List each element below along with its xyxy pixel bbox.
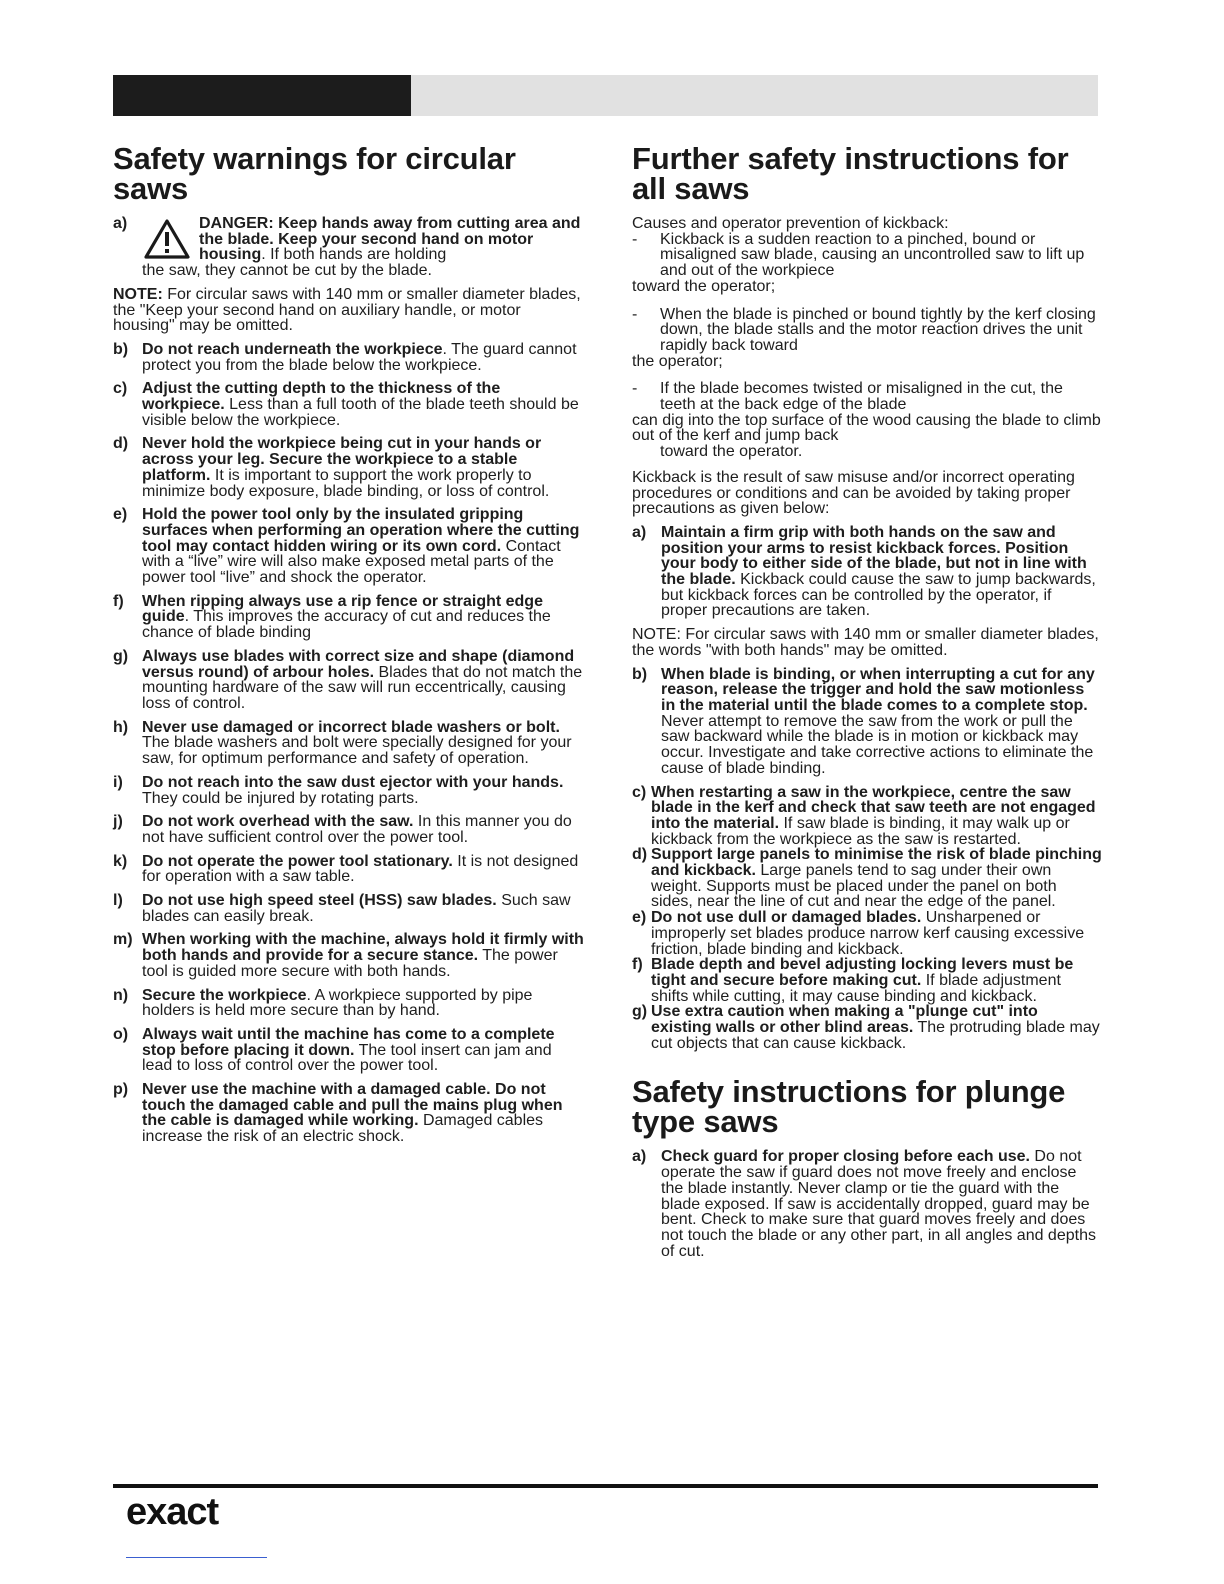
item-label: p) <box>113 1081 129 1099</box>
item-label: o) <box>113 1025 129 1043</box>
list-item <box>113 893 585 924</box>
item-bold: Always wait until the machine has come to a complete stop before placing it down. <box>142 1025 555 1059</box>
item-bold: Never use damaged or incorrect blade washers or bolt. <box>142 718 560 736</box>
item-text: Never attempt to remove the saw from the work or pull the saw backward while the blade is in motion or kickback may occur. Investigate and take corrective actions to eliminate the cause of blade binding. <box>661 712 1094 777</box>
dash-mark: - <box>632 230 638 248</box>
note-label: NOTE: <box>113 285 163 303</box>
item-label: j) <box>113 813 123 831</box>
list-item <box>113 775 585 806</box>
danger-tail: the saw, they cannot be cut by the blade. <box>142 262 432 280</box>
item-label: f) <box>632 956 643 974</box>
item-text: It is not designed for operation with a saw table. <box>142 852 579 886</box>
footer-rule <box>113 1484 1098 1488</box>
section-title-circular-saws: Safety warnings for circular saws <box>113 141 516 206</box>
dash-continuation: can dig into the top surface of the wood causing the blade to climb out of the kerf and jump back <box>632 411 1101 445</box>
dash-continuation: toward the operator; <box>632 277 776 295</box>
list-item <box>113 932 585 979</box>
item-bold: Check guard for proper closing before each use. <box>661 1148 1030 1166</box>
item-label: a) <box>113 215 128 232</box>
list-item <box>113 342 585 373</box>
item-label: d) <box>113 435 129 453</box>
item-label: b) <box>113 340 129 358</box>
warning-triangle-icon <box>143 218 191 260</box>
item-text: The tool insert can jam and lead to loss of control over the power tool. <box>142 1041 552 1075</box>
list-item <box>632 785 1102 848</box>
kickback-paragraph: Kickback is the result of saw misuse and/or incorrect operating procedures or conditions and can be avoided by taking proper precautions as given below: <box>632 468 1075 518</box>
danger-item <box>113 216 585 263</box>
item-label: k) <box>113 852 128 870</box>
header-bar-light <box>411 75 1098 116</box>
list-item <box>113 507 585 586</box>
item-label: b) <box>632 665 648 683</box>
item-label: e) <box>632 909 647 927</box>
logo-text: exact <box>126 1491 219 1532</box>
dash-text: If the blade becomes twisted or misaligned in the cut, the teeth at the back edge of the blade <box>660 380 1063 414</box>
item-text: The blade washers and bolt were specially designed for your saw, for optimum performance and safety of operation. <box>142 734 572 768</box>
list-item <box>632 1004 1102 1051</box>
item-label: e) <box>113 506 128 524</box>
item-text: Damaged cables increase the risk of an electric shock. <box>142 1112 544 1146</box>
item-text: Contact with a “live” wire will also make exposed metal parts of the power tool “live” and shock the operator. <box>142 537 561 587</box>
dash-item <box>632 381 1102 460</box>
item-label: g) <box>632 1003 648 1021</box>
item-bold: Do not work overhead with the saw. <box>142 813 414 831</box>
note-paragraph <box>113 287 585 334</box>
list-item <box>113 988 585 1019</box>
item-label: c) <box>113 380 128 398</box>
item-label: m) <box>113 931 133 949</box>
list-item <box>113 854 585 885</box>
dash-text: When the blade is pinched or bound tightly by the kerf closing down, the blade stalls and the motor reaction drives the unit rapidly back toward <box>660 305 1096 354</box>
dash-item <box>632 307 1102 370</box>
item-text: Unsharpened or improperly set blades produce narrow kerf causing excessive friction, blade binding and kickback. <box>651 909 1085 958</box>
item-bold: When ripping always use a rip fence or straight edge guide <box>142 592 543 626</box>
item-text: The protruding blade may cut objects that can cause kickback. <box>651 1019 1100 1052</box>
item-bold: Always use blades with correct size and shape (diamond versus round) of arbour holes. <box>142 647 575 681</box>
item-bold: Adjust the cutting depth to the thickness of the workpiece. <box>142 380 501 414</box>
item-text: Such saw blades can easily break. <box>142 892 571 925</box>
item-bold: Support large panels to minimise the risk of blade pinching and kickback. <box>651 846 1102 880</box>
item-bold: Do not reach underneath the workpiece <box>142 340 443 358</box>
item-text: Less than a full tooth of the blade teeth should be visible below the workpiece. <box>142 396 579 429</box>
left-column <box>113 141 585 1153</box>
kickback-intro: Causes and operator prevention of kickback: <box>632 215 949 232</box>
list-item <box>632 667 1102 777</box>
note-text: For circular saws with 140 mm or smaller diameter blades, the "Keep your second hand on auxiliary handle, or motor housing" may be omitted. <box>113 285 581 335</box>
item-bold: When blade is binding, or when interrupting a cut for any reason, release the trigger and hold the saw motionless in the material until the blade comes to a complete stop. <box>661 665 1095 714</box>
section-title-all-saws: Further safety instructions for all saws <box>632 141 1069 206</box>
item-text: They could be injured by rotating parts. <box>142 789 419 807</box>
item-bold: Do not use high speed steel (HSS) saw blades. <box>142 892 497 910</box>
danger-text: . If both hands are holding <box>261 246 447 264</box>
danger-bold: DANGER: Keep hands away from cutting area and the blade. Keep your second hand on motor housing <box>199 215 581 264</box>
header-bar-dark <box>113 75 411 116</box>
item-bold: Never use the machine with a damaged cable <box>142 1081 487 1099</box>
item-text: . The guard cannot protect you from the blade below the workpiece. <box>142 340 577 374</box>
section-title-plunge-saws: Safety instructions for plunge type saws <box>632 1074 1066 1140</box>
item-bold: Maintain a firm grip with both hands on the saw and position your arms to resist kickback forces. Position your body to either side of the blade, but not in line with the blade. <box>661 523 1087 589</box>
item-label: d) <box>632 846 648 864</box>
item-text: . A workpiece supported by pipe holders is held more secure than by hand. <box>142 986 533 1020</box>
item-label: n) <box>113 986 129 1004</box>
item-text: Blades that do not match the mounting hardware of the saw will run eccentrically, causing loss of control. <box>142 663 583 712</box>
item-bold: When restarting a saw in the workpiece, centre the saw blade in the kerf and check that saw teeth are not engaged into the material. <box>651 783 1096 832</box>
item-bold: Do not reach into the saw dust ejector with your hands. <box>142 773 564 791</box>
list-item <box>113 720 585 767</box>
list-item <box>113 1082 585 1145</box>
item-label: i) <box>113 773 123 791</box>
item-label: a) <box>632 523 647 541</box>
item-bold: Hold the power tool only by the insulated gripping surfaces when performing an operation where the cutting tool may contact hidden wiring or its own cord. <box>142 506 580 555</box>
exact-logo <box>126 1490 266 1532</box>
item-text: The power tool is guided more secure with both hands. <box>142 947 558 980</box>
dash-text: Kickback is a sudden reaction to a pinched, bound or misaligned saw blade, causing an uncontrolled saw to lift up and out of the workpiece <box>660 230 1085 280</box>
list-item <box>113 814 585 845</box>
list-item <box>632 957 1102 1004</box>
item-bold: Blade depth and bevel adjusting locking levers must be tight and secure before making cut. <box>651 956 1074 989</box>
item-label: l) <box>113 892 123 910</box>
list-item <box>632 847 1102 910</box>
item-bold: Never hold the workpiece being cut in your hands or across your leg. Secure the workpiece to a stable platform. <box>142 435 542 484</box>
item-text: . Do not touch the damaged cable and pull the mains plug when the cable is damaged while working. <box>142 1081 563 1130</box>
item-text: Large panels tend to sag under their own weight. Supports must be placed under the panel on both sides, near the line of cut and near the edge of the panel. <box>651 862 1057 911</box>
right-column <box>632 141 1102 1267</box>
dash-continuation: the operator; <box>632 352 723 370</box>
item-bold: Use extra caution when making a "plunge cut" into existing walls or other blind areas. <box>651 1003 1038 1037</box>
item-text: Do not operate the saw if guard does not move freely and enclose the blade instantly. Never clamp or tie the guard with the blade exposed. If saw is accidentally dropped, guard may be bent. Check to make sure that guard moves freely and does not touch the blade or any other part, in all angles and depths of cut. <box>661 1148 1096 1260</box>
item-bold: When working with the machine, always hold it firmly with both hands and provide for a secure stance. <box>142 931 584 965</box>
item-text: . This improves the accuracy of cut and reduces the chance of blade binding <box>142 608 551 642</box>
list-item <box>113 649 585 712</box>
note-paragraph: NOTE: For circular saws with 140 mm or smaller diameter blades, the words "with both hands" may be omitted. <box>632 626 1099 659</box>
item-text: In this manner you do not have sufficient control over the power tool. <box>142 813 572 846</box>
dash-mark: - <box>632 305 638 323</box>
item-bold: Secure the workpiece <box>142 986 307 1004</box>
item-text: It is important to support the work properly to minimize body exposure, blade binding, or loss of control. <box>142 466 550 500</box>
dash-item <box>632 232 1102 295</box>
item-text: Kickback could cause the saw to jump backwards, but kickback forces can be controlled by the operator, if proper precautions are taken. <box>661 571 1096 620</box>
list-item <box>113 594 585 641</box>
list-item <box>632 1149 1102 1259</box>
item-label: h) <box>113 718 129 736</box>
item-label: c) <box>632 783 647 801</box>
dash-mark: - <box>632 380 638 398</box>
item-text: If blade adjustment shifts while cutting, it may cause binding and kickback. <box>651 971 1061 1005</box>
list-item <box>113 436 585 499</box>
item-text: If saw blade is binding, it may walk up or kickback from the workpiece as the saw is restarted. <box>651 814 1070 848</box>
item-bold: Do not operate the power tool stationary. <box>142 852 453 870</box>
list-item <box>632 910 1102 957</box>
list-item <box>113 381 585 428</box>
item-label: g) <box>113 647 129 665</box>
footer-link-underline <box>126 1557 267 1558</box>
item-label: f) <box>113 592 124 610</box>
item-bold: Do not use dull or damaged blades. <box>651 909 922 927</box>
item-label: a) <box>632 1148 647 1166</box>
dash-continuation: toward the operator. <box>660 443 803 461</box>
list-item <box>113 1027 585 1074</box>
list-item <box>632 525 1102 619</box>
